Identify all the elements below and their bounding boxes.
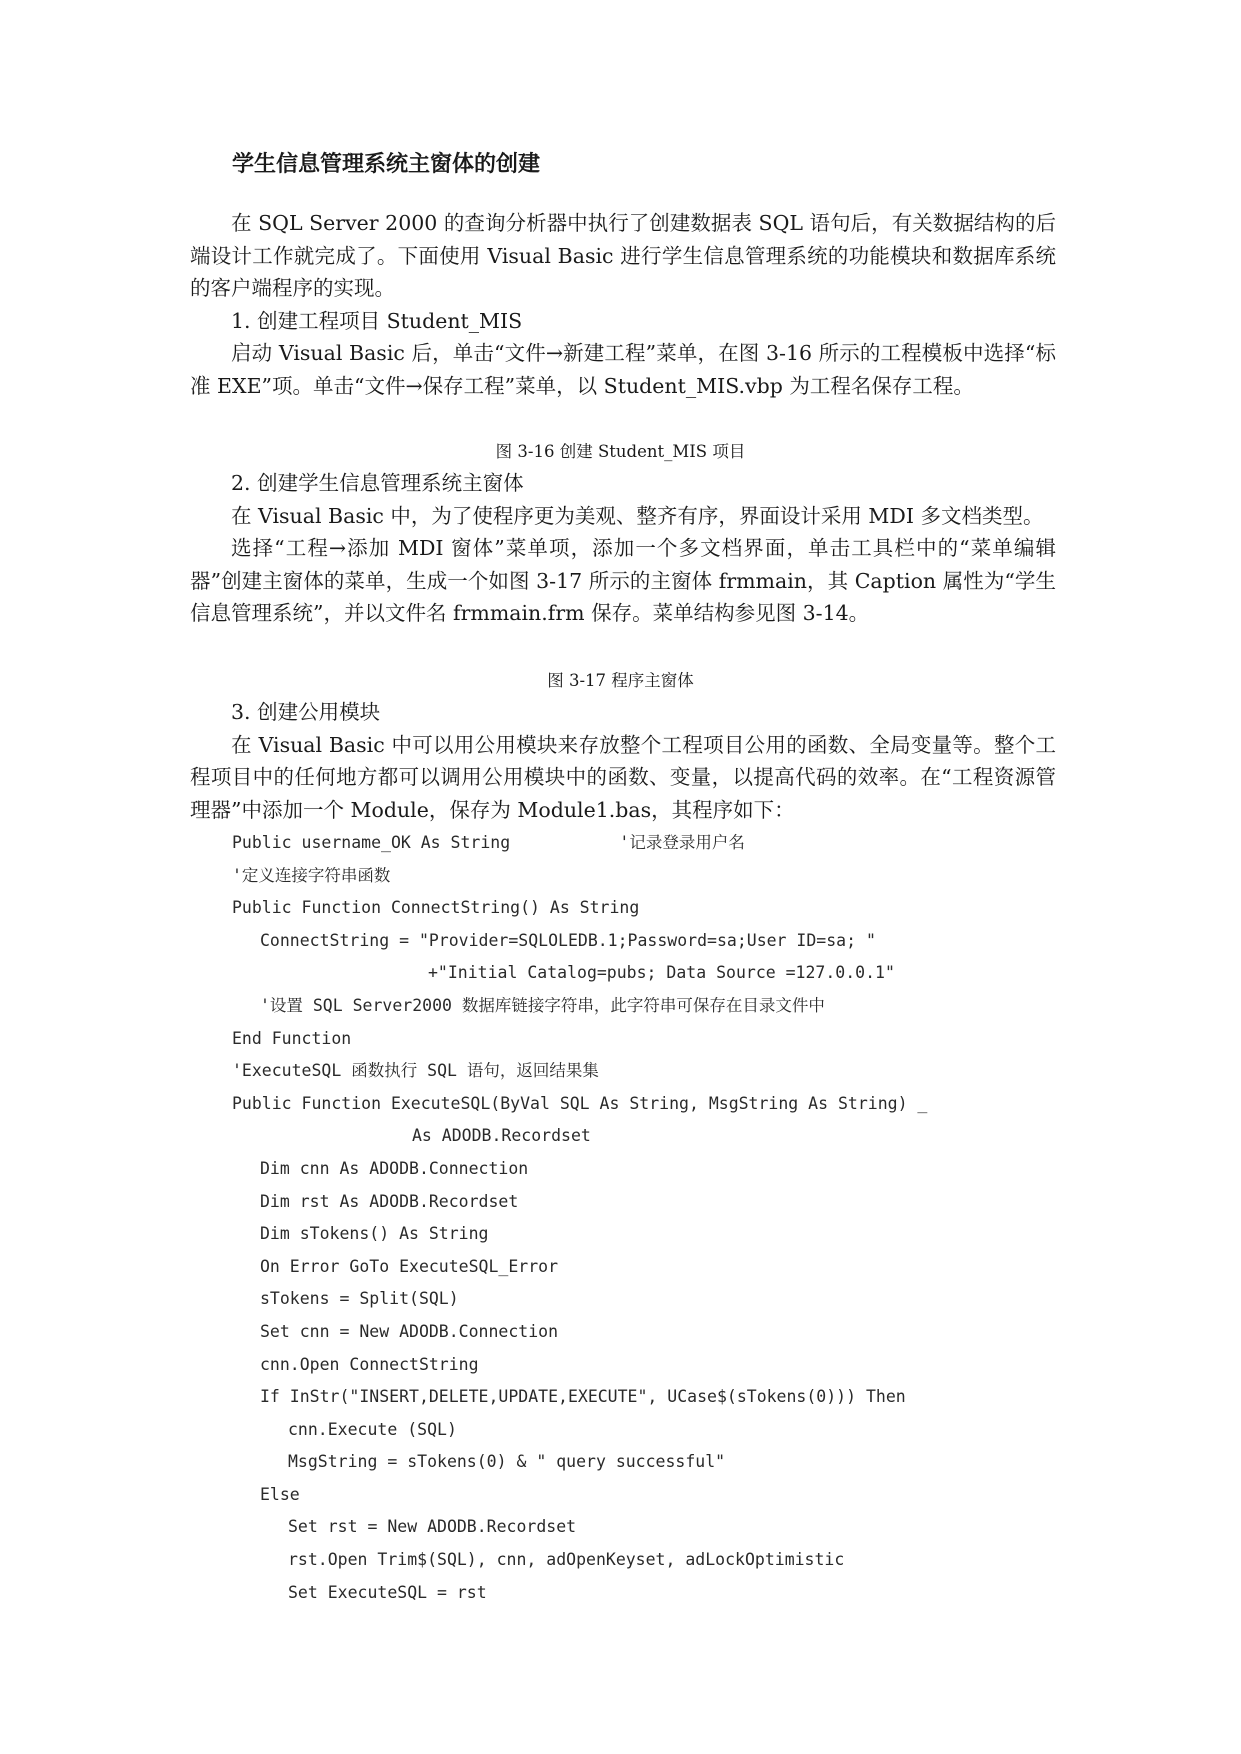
code-line: Dim sTokens() As String [260, 1224, 489, 1244]
code-line: Set cnn = New ADODB.Connection [260, 1321, 559, 1341]
code-line: rst.Open Trim$(SQL), cnn, adOpenKeyset, adLockOptimistic [288, 1550, 845, 1570]
code-line: If InStr("INSERT,DELETE,UPDATE,EXECUTE", UCase$(sTokens(0))) Then [260, 1387, 906, 1407]
text-block-1 [190, 207, 1056, 402]
code-line: Dim rst As ADODB.Recordset [260, 1191, 519, 1211]
code-line: MsgString = sTokens(0) & " query successful" [288, 1452, 726, 1472]
text-block-3 [190, 696, 1056, 826]
code-line: Set ExecuteSQL = rst [288, 1582, 487, 1602]
code-line: Set rst = New ADODB.Recordset [288, 1517, 577, 1537]
code-comment-line: '定义连接字符串函数 [232, 865, 391, 885]
figure-3-16-caption: 图 3-16 创建 Student_MIS 项目 [495, 442, 746, 461]
step3-paragraph: 在 Visual Basic 中可以用公用模块来存放整个工程项目公用的函数、全局变量等。整个工程项目中的任何地方都可以调用公用模块中的函数、变量，以提高代码的效率。在“工程资源管理器”中添加一个 Module，保存为 Module1.bas，其程序如下： [190, 732, 1056, 822]
code-line: Public Function ExecuteSQL(ByVal SQL As String, MsgString As String) _ [232, 1093, 928, 1113]
code-line: Dim cnn As ADODB.Connection [260, 1158, 529, 1178]
intro-paragraph: 在 SQL Server 2000 的查询分析器中执行了创建数据表 SQL 语句后，有关数据结构的后端设计工作就完成了。下面使用 Visual Basic 进行学生信息管理系统的功能模块和数据库系统的客户端程序的实现。 [190, 211, 1056, 300]
code-comment-line: '设置 SQL Server2000 数据库链接字符串，此字符串可保存在目录文件中 [260, 995, 825, 1015]
step2-paragraph-1: 在 Visual Basic 中，为了使程序更为美观、整齐有序，界面设计采用 MDI 多文档类型。 [231, 503, 1044, 528]
code-line: On Error GoTo ExecuteSQL_Error [260, 1256, 559, 1276]
step2-paragraph-2: 选择“工程→添加 MDI 窗体”菜单项，添加一个多文档界面，单击工具栏中的“菜单编辑器”创建主窗体的菜单，生成一个如图 3-17 所示的主窗体 frmmain，其 Caption 属性为“学生信息管理系统”，并以文件名 frmmain.frm 保存。菜单结构参见图 3-14。 [190, 536, 1056, 625]
code-line: As ADODB.Recordset [412, 1126, 591, 1146]
step2-heading: 2. 创建学生信息管理系统主窗体 [231, 471, 524, 495]
code-line: End Function [232, 1028, 352, 1048]
code-line: Else [260, 1484, 300, 1504]
code-line: cnn.Execute (SQL) [288, 1419, 457, 1439]
code-listing [232, 827, 927, 1609]
step1-paragraph: 启动 Visual Basic 后，单击“文件→新建工程”菜单，在图 3-16 所示的工程模板中选择“标准 EXE”项。单击“文件→保存工程”菜单，以 Student_MIS.vbp 为工程名保存工程。 [190, 341, 1056, 398]
code-line: cnn.Open ConnectString [260, 1354, 479, 1374]
figure-3-17-caption: 图 3-17 程序主窗体 [547, 671, 694, 690]
code-line: ConnectString = "Provider=SQLOLEDB.1;Password=sa;User ID=sa; " [260, 930, 876, 950]
code-comment-line: 'ExecuteSQL 函数执行 SQL 语句，返回结果集 [232, 1061, 599, 1081]
code-line: Public username_OK As String '记录登录用户名 [232, 833, 745, 852]
code-line: Public Function ConnectString() As String [232, 898, 640, 918]
step3-heading: 3. 创建公用模块 [231, 700, 381, 724]
section-title: 学生信息管理系统主窗体的创建 [232, 152, 541, 177]
code-line: sTokens = Split(SQL) [260, 1289, 459, 1309]
code-line: +"Initial Catalog=pubs; Data Source =127.0.0.1" [428, 963, 895, 983]
text-block-2 [190, 467, 1056, 630]
step1-heading: 1. 创建工程项目 Student_MIS [231, 308, 523, 333]
